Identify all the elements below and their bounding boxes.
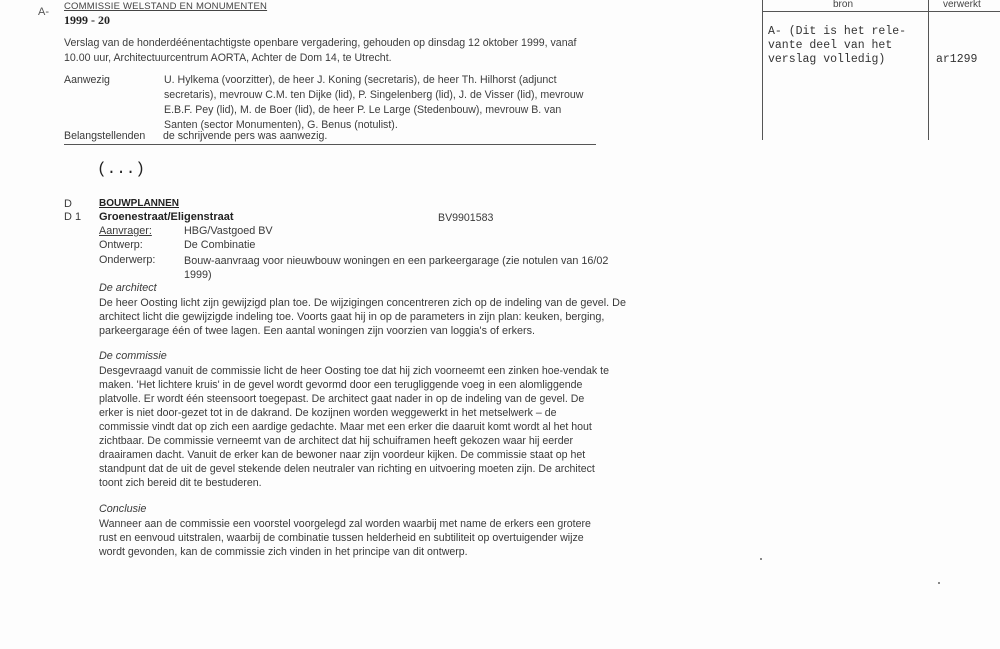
column-header-processed: verwerkt xyxy=(943,0,981,10)
item-code: D 1 xyxy=(64,211,82,223)
attendees-label: Aanwezig xyxy=(64,74,110,86)
source-table-left-border xyxy=(762,0,763,140)
applicant-value: HBG/Vastgoed BV xyxy=(184,225,273,237)
committee-name: COMMISSIE WELSTAND EN MONUMENTEN xyxy=(64,1,268,12)
section-code: D xyxy=(64,198,72,210)
section-title: BOUWPLANNEN xyxy=(99,198,179,209)
item-reference-number: BV9901583 xyxy=(438,212,494,224)
conclusion-paragraph: Wanneer aan de commissie een voorstel voorgelegd zal worden waarbij met name de erkers een grotere rust en eenvoud uitstralen, waarbij de combinatie tussen helderheid en subtiliteit op overtuigender wijze wordt gevonden, kan de commissie zich vinden in het principe van dit ontwerp. xyxy=(99,518,591,558)
side-marker: A- xyxy=(38,6,49,18)
document-year: 1999 - 20 xyxy=(64,13,110,27)
applicant-label: Aanvrager: xyxy=(99,225,152,237)
interested-parties-text: de schrijvende pers was aanwezig. xyxy=(163,130,328,142)
committee-paragraph: Desgevraagd vanuit de commissie licht de heer Oosting toe dat hij zich voorneemt een zinken hoe-vendak te maken. 'Het lichtere kruis' in de gevel wordt gevormd door een terugliggende voeg in een alomliggende platvolle. Er wordt één steensoort toegepast. De architect gaat nader in op de indeling van de gevel. De erker is niet door-gezet tot in de dakrand. De kozijnen worden weggewerkt in het metselwerk – de commissie vindt dat op zich een aardige gedachte. Maar met een erker die daaruit komt wordt al het hout zichtbaar. De commissie verneemt van de architect dat hij schuiframen heeft gekozen waar hij eerder draairamen dacht. Vanuit de erker kan de bewoner naar zijn voordeur kijken. De commissie staat op het standpunt dat de uit de gevel stekende delen neutraler van richting en uitvoering moeten zijn. De architect toont zich bereid dit te bestuderen. xyxy=(99,365,609,489)
source-cell: A- (Dit is het rele- vante deel van het verslag volledig) xyxy=(768,25,907,66)
interested-parties-label: Belangstellenden xyxy=(64,130,146,142)
conclusion-heading: Conclusie xyxy=(99,503,147,515)
design-value: De Combinatie xyxy=(184,239,256,251)
design-label: Ontwerp: xyxy=(99,239,143,251)
column-header-source: bron xyxy=(833,0,854,10)
header-divider xyxy=(64,144,596,145)
architect-paragraph: De heer Oosting licht zijn gewijzigd plan toe. De wijzigingen concentreren zich op de indeling van de gevel. De architect licht die gewijzigde indeling toe. Voorts gaat hij in op de parameters in zijn plan: keuken, berging, parkeergarage één of twee lagen. Een aantal woningen zijn voorzien van loggia's of erkers. xyxy=(99,297,626,337)
subject-label: Onderwerp: xyxy=(99,254,156,266)
architect-heading: De architect xyxy=(99,282,157,294)
processed-cell: ar1299 xyxy=(936,53,978,66)
source-table-divider xyxy=(928,0,929,140)
omission-marker: (...) xyxy=(97,160,146,178)
source-table-header-rule xyxy=(762,11,1000,12)
attendees-list: U. Hylkema (voorzitter), de heer J. Koning (secretaris), de heer Th. Hilhorst (adjunct secretaris), mevrouw C.M. ten Dijke (lid), P. Singelenberg (lid), J. de Visser (lid), mevrouw E.B.F. Pey (lid), M. de Boer (lid), de heer P. Le Large (Stedenbouw), mevrouw B. van Santen (sector Monumenten), G. Benus (notulist). xyxy=(164,74,584,131)
subject-value: Bouw-aanvraag voor nieuwbouw woningen en een parkeergarage (zie notulen van 16/02 1999) xyxy=(184,255,609,281)
intro-paragraph: Verslag van de honderdéénentachtigste openbare vergadering, gehouden op dinsdag 12 oktober 1999, vanaf 10.00 uur, Architectuurcentrum AORTA, Achter de Dom 14, te Utrecht. xyxy=(64,37,577,64)
item-title: Groenestraat/Eligenstraat xyxy=(99,211,234,223)
committee-heading: De commissie xyxy=(99,350,167,362)
scan-speck xyxy=(760,558,762,560)
scan-speck xyxy=(938,582,940,584)
